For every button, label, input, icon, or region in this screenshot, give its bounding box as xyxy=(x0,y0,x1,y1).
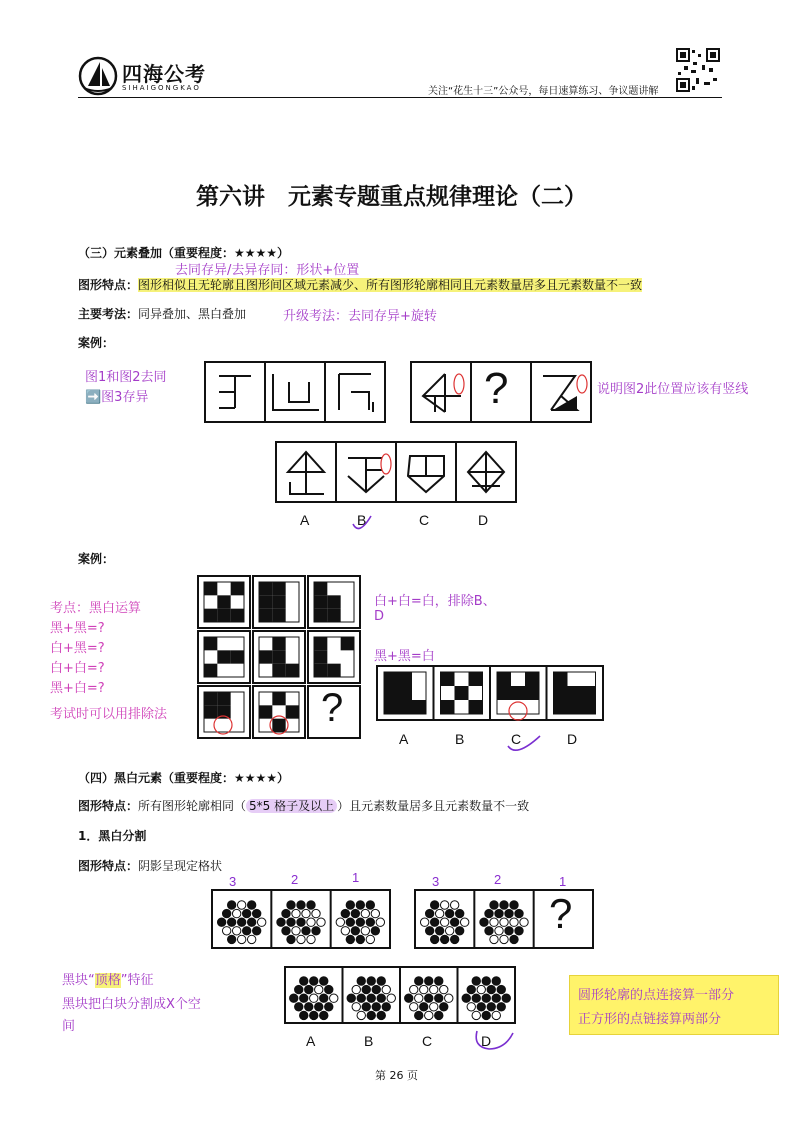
note-black-top xyxy=(62,969,154,988)
section3-exam xyxy=(78,305,246,322)
case2-right-note-2: 黑+黑=白 xyxy=(374,649,435,664)
stem-figures-1 xyxy=(205,362,385,422)
feature-pill: 5*5 格子及以上 xyxy=(246,799,337,813)
option-label-b: B xyxy=(357,512,367,528)
dot-option-c: C xyxy=(422,1033,433,1049)
note-box xyxy=(569,975,779,1035)
logo-sail-icon xyxy=(78,56,118,96)
case2-left-note-1: 黑+黑=? xyxy=(50,621,105,636)
feature-text-2: ）且元素数量居多且元素数量不一致 xyxy=(337,799,530,813)
case2-label: 案例： xyxy=(78,552,115,566)
dot-option-a: A xyxy=(306,1033,316,1049)
count-2: 2 xyxy=(291,872,299,887)
note-black-top-a: 黑块“ xyxy=(62,973,95,988)
note-black-split: 黑块把白块分割成X个空 xyxy=(62,997,201,1012)
question-mark-2: ? xyxy=(321,686,344,730)
feature-label: 图形特点： xyxy=(78,278,139,292)
feature-text-1: 所有图形轮廓相同（ xyxy=(138,799,247,813)
note-box-line-1: 圆形轮廓的点连接算一部分 xyxy=(578,988,735,1003)
note-black-top-c: ”特征 xyxy=(120,973,154,988)
case2-right-note-1a: 白+白=白，排除B、 xyxy=(374,594,496,609)
dot-option-b: B xyxy=(364,1033,374,1049)
section3-heading: （三）元素叠加（重要程度：★★★★） xyxy=(78,246,290,260)
checkmark-icon xyxy=(504,734,544,756)
case2-left-note-3: 白+白=? xyxy=(50,661,105,676)
note-black-split-2: 间 xyxy=(62,1019,76,1034)
case2-option-b: B xyxy=(455,731,465,747)
note-box-line-2: 正方形的点链接算两部分 xyxy=(578,1012,722,1027)
option-figures-1 xyxy=(276,442,516,502)
option-label-a: A xyxy=(300,512,310,528)
logo xyxy=(78,56,238,96)
exam-text: 同异叠加、黑白叠加 xyxy=(138,307,247,321)
sub-feature-text: 阴影呈现定格状 xyxy=(138,859,223,873)
feature-label: 图形特点： xyxy=(78,799,139,813)
note-black-top-b: 顶格 xyxy=(94,973,121,988)
header-note: 关注“花生十三”公众号，每日速算练习、争议题讲解 xyxy=(428,86,659,97)
case2-option-d: D xyxy=(567,731,578,747)
count-4: 3 xyxy=(432,874,440,889)
qr-code-icon xyxy=(676,48,720,92)
case2-exam-note: 考试时可以用排除法 xyxy=(50,707,168,722)
question-mark-1: ? xyxy=(484,364,509,413)
note-left-1: 图1和图2去同 xyxy=(85,370,167,385)
count-6: 1 xyxy=(559,874,567,889)
case2-left-note-2: 白+黑=? xyxy=(50,641,105,656)
page-number: 第 26 页 xyxy=(375,1069,418,1082)
section3-case-label: 案例： xyxy=(78,336,115,350)
section4-heading: （四）黑白元素（重要程度：★★★★） xyxy=(78,771,290,785)
count-3: 1 xyxy=(352,870,360,885)
option-label-d: D xyxy=(478,512,489,528)
logo-name: 四海公考 xyxy=(122,62,206,86)
case2-option-a: A xyxy=(399,731,409,747)
exam-label: 主要考法： xyxy=(78,307,139,321)
feature-text: 图形相似且无轮廓且图形间区域元素减少、所有图形轮廓相同且元素数量居多且元素数量不一致 xyxy=(138,278,643,292)
question-mark-3: ? xyxy=(549,890,573,937)
sub-feature xyxy=(78,857,222,874)
dot-option-d: D xyxy=(481,1033,492,1049)
section4-feature xyxy=(78,797,529,814)
sub-heading: 1．黑白分割 xyxy=(78,829,147,843)
case2-option-c: C xyxy=(511,731,522,747)
count-5: 2 xyxy=(494,872,502,887)
case2-right-note-1b: D xyxy=(374,609,385,624)
section3-advanced-note: 升级考法：去同存异+旋转 xyxy=(283,309,437,324)
black-white-options xyxy=(376,665,604,721)
case2-left-note-4: 黑+白=? xyxy=(50,681,105,696)
sub-feature-label: 图形特点： xyxy=(78,859,139,873)
dot-option-figures xyxy=(284,966,516,1024)
logo-subtitle: SIHAIGONGKAO xyxy=(122,84,201,92)
section3-annotation-top: 去同存异/去异存同：形状+位置 xyxy=(175,263,360,278)
case2-left-note-0: 考点：黑白运算 xyxy=(50,601,142,616)
option-label-c: C xyxy=(419,512,430,528)
circle-mark-icon xyxy=(471,1027,517,1053)
checkmark-icon xyxy=(351,514,373,534)
count-1: 3 xyxy=(229,874,237,889)
note-left-2: ➡️图3存异 xyxy=(85,390,149,405)
header-divider xyxy=(78,97,722,98)
dot-stem-figures-1 xyxy=(211,889,391,949)
section3-feature xyxy=(78,276,642,293)
page-title: 第六讲 元素专题重点规律理论（二） xyxy=(196,183,587,210)
note-right: 说明图2此位置应该有竖线 xyxy=(597,382,749,397)
